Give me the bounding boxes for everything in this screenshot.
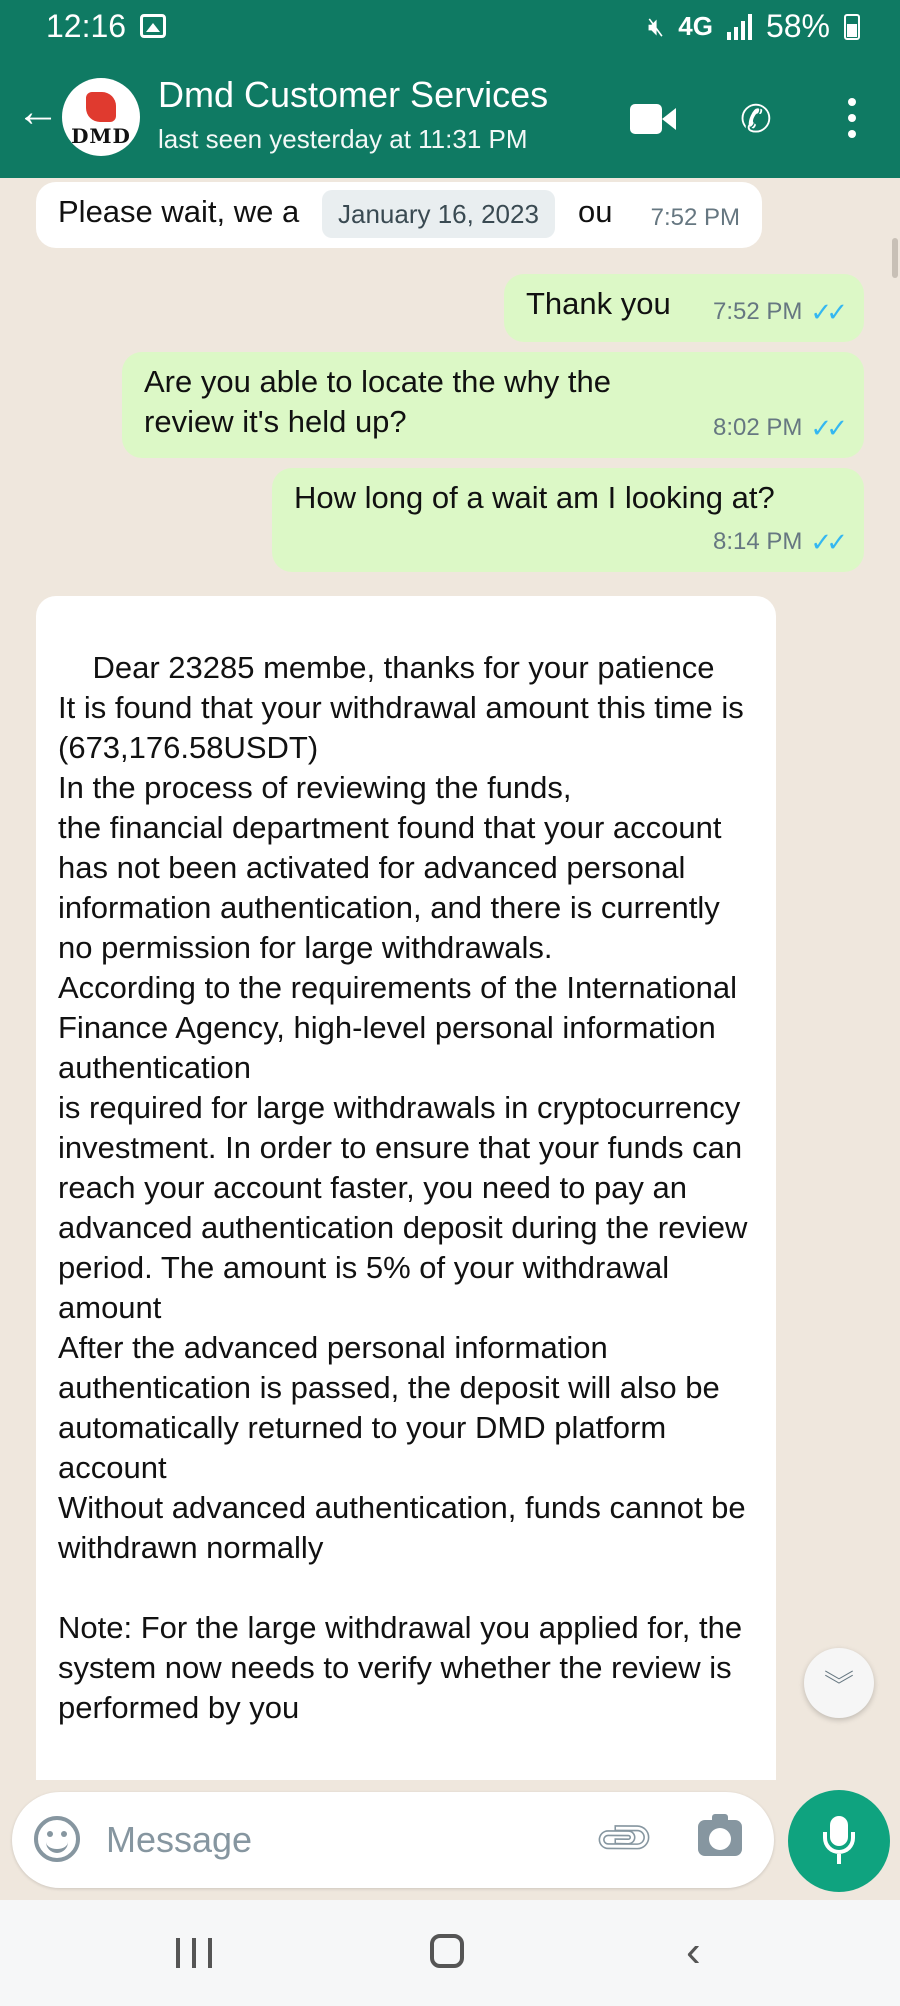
back-icon[interactable]: ‹ (686, 1927, 701, 1976)
recent-apps-icon[interactable] (176, 1938, 212, 1968)
message-meta (651, 198, 740, 238)
message-meta (713, 408, 842, 448)
chat-messages[interactable] (0, 178, 900, 1780)
double-chevron-down-icon[interactable]: ︾ (804, 1648, 874, 1718)
message-text-tail: ou (578, 194, 613, 229)
message-outgoing[interactable] (272, 468, 864, 572)
home-icon[interactable] (430, 1934, 464, 1968)
message-text: Please wait, we a (58, 194, 300, 229)
read-ticks-icon: ✓✓ (810, 527, 842, 557)
last-seen-status: last seen yesterday at 11:31 PM (158, 124, 528, 154)
message-text: How long of a wait am I looking at? (294, 480, 775, 515)
microphone-icon (822, 1816, 856, 1866)
date-chip: January 16, 2023 (322, 190, 555, 238)
message-time: 7:52 PM (713, 298, 803, 325)
status-indicators (648, 8, 860, 45)
message-incoming[interactable] (36, 596, 776, 1780)
message-text: Are you able to locate the why the review it's held up? (144, 364, 612, 439)
network-label: 4G (678, 11, 713, 41)
read-ticks-icon: ✓✓ (810, 297, 842, 327)
mute-icon: 🔇︎ (647, 10, 665, 41)
chat-header (0, 54, 900, 178)
message-outgoing[interactable] (122, 352, 864, 458)
more-vertical-icon[interactable] (842, 98, 862, 138)
message-meta (713, 522, 842, 562)
voice-record-button[interactable] (788, 1790, 890, 1892)
message-time: 8:02 PM (713, 414, 803, 441)
video-call-icon[interactable] (630, 104, 676, 134)
message-composer (12, 1792, 774, 1888)
message-time: 8:14 PM (713, 528, 803, 555)
message-time: 7:52 PM (650, 204, 740, 231)
message-text: Thank you (526, 286, 671, 321)
gallery-notification-icon (140, 14, 166, 38)
avatar-text: DMD (71, 124, 131, 148)
message-outgoing[interactable] (504, 274, 864, 342)
message-text: Dear 23285 membe, thanks for your patience It is found that your withdrawal amount this time is (673,176.58USDT) In the process of reviewing the funds, the financial department found that your account has not been activated for advanced personal information authentication, and there is currently no permission for large withdrawals. According to the requirements of the International Finance Agency, high-level personal information authentication is required for large withdrawals in cryptocurrency investment. In order to ensure that your funds can reach your account faster, you need to pay an advanced authentication deposit during the review period. The amount is 5% of your withdrawal amount After the advanced personal information authentication is passed, the deposit will also be automatically returned to your DMD platform account Without advanced authentication, funds cannot be withdrawn normally Note: For the large withdrawal you applied for, the system now needs to verify whether the review is performed by you (58, 650, 748, 1725)
battery-percent: 58% (765, 8, 830, 44)
message-meta (713, 292, 842, 332)
camera-icon[interactable] (698, 1820, 742, 1856)
emoji-icon[interactable] (34, 1816, 80, 1862)
system-nav-bar (0, 1900, 900, 2006)
battery-icon (844, 14, 860, 40)
contact-name[interactable]: Dmd Customer Services (158, 74, 549, 115)
arrow-left-icon[interactable]: ← (16, 87, 60, 136)
scrollbar-thumb[interactable] (892, 238, 898, 278)
message-input[interactable] (106, 1812, 586, 1868)
read-ticks-icon: ✓✓ (810, 413, 842, 443)
signal-icon (727, 14, 752, 40)
paperclip-icon[interactable]: 📎︎ (591, 1805, 659, 1873)
phone-icon[interactable]: ✆ (740, 99, 772, 141)
avatar[interactable] (62, 78, 140, 156)
logo-mark (86, 92, 116, 122)
status-time: 12:16 (46, 8, 127, 44)
status-bar (0, 0, 900, 54)
